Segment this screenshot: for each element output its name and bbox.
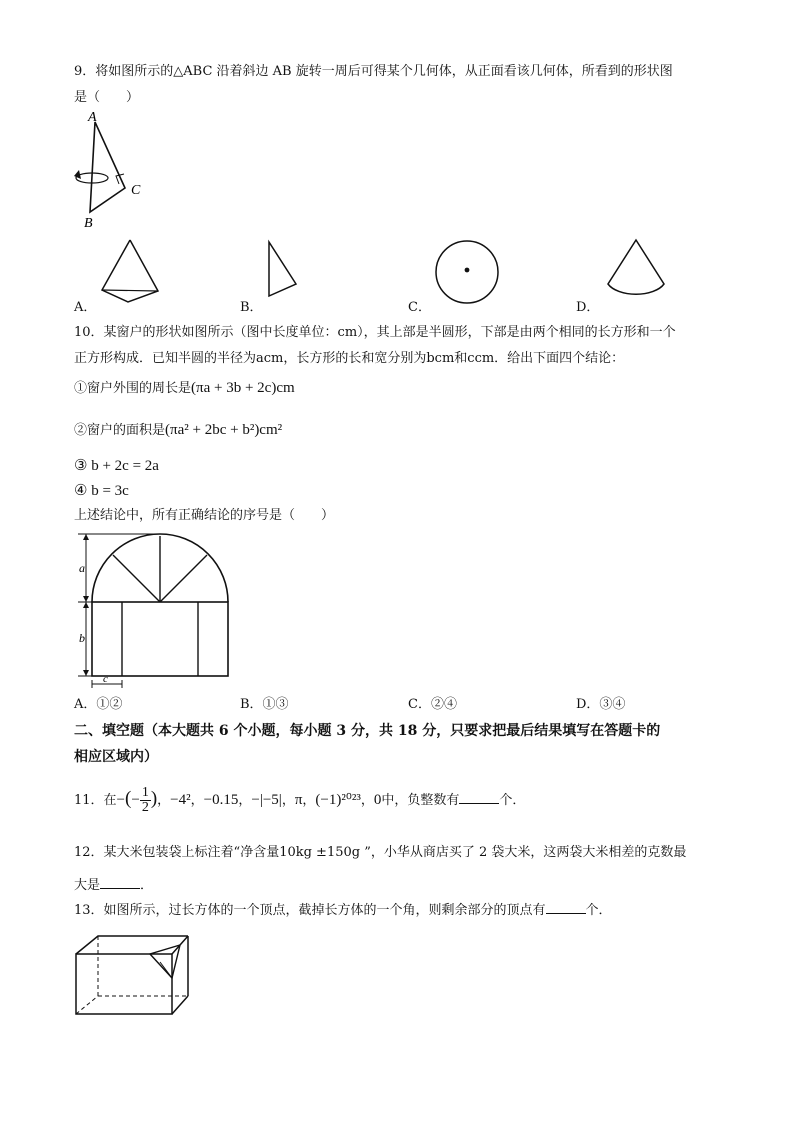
q10-label-c: c (103, 673, 108, 685)
q9-label-b: B (84, 216, 93, 231)
q10-c1-prefix: ①窗户外围的周长是 (74, 381, 192, 396)
q13-cuboid-figure (74, 934, 194, 1018)
q9-line1: 9．将如图所示的△ABC 沿着斜边 AB 旋转一周后可得某个几何体，从正面看该几何体，所看到的形状图 (74, 64, 673, 79)
q11-frac-num: 1 (141, 785, 149, 800)
q11-item-3: −|−5| (251, 792, 282, 808)
q11-item-6: 0 (373, 792, 382, 808)
q10-option-a[interactable]: A．①② (74, 697, 123, 712)
q10-label-a: a (79, 561, 85, 575)
q10-conclusion-3: ③ b + 2c = 2a (74, 458, 159, 474)
q13-line (74, 901, 612, 921)
q10-option-b[interactable]: B．①③ (240, 697, 289, 712)
section2-title-line2: 相应区域内） (74, 749, 158, 765)
q9-line2: 是（ ） (74, 90, 140, 105)
q11-item-2: −0.15 (203, 792, 239, 808)
q12-line2 (74, 876, 153, 896)
q10-c1-expr: (πa + 3b + 2c)cm (191, 380, 295, 396)
q11-frac-den: 2 (141, 800, 149, 815)
q12-line1: 12．某大米包装袋上标注着“净含量10kg ±150g ”，小华从商店买了 2 袋大米，这两袋大米相差的克数最 (74, 845, 687, 860)
q9-option-d[interactable]: D． (576, 300, 600, 315)
q12-line2-suffix: ． (140, 878, 154, 893)
q10-ask: 上述结论中，所有正确结论的序号是（ ） (74, 508, 335, 523)
q13-text: 13．如图所示，过长方体的一个顶点，截掉长方体的一个角，则剩余部分的顶点有 (74, 903, 546, 918)
q11-fraction (140, 786, 151, 815)
q11-suffix: 中，负整数有 (381, 793, 460, 808)
q11-unit: 个． (499, 793, 526, 808)
q11-answer-blank[interactable] (459, 791, 499, 804)
q9-option-d-figure (600, 238, 670, 304)
q10-c2-expr: (πa² + 2bc + b²)cm² (165, 422, 283, 438)
q10-conclusion-2 (74, 420, 282, 441)
q10-c2-prefix: ②窗户的面积是 (74, 423, 166, 438)
q12-line2-prefix: 大是 (74, 878, 101, 893)
q9-triangle-figure (70, 112, 150, 232)
q10-line1: 10．某窗户的形状如图所示（图中长度单位：cm），其上部是半圆形，下部是由两个相同的长方形和一个 (74, 325, 676, 340)
q10-option-d[interactable]: D．③④ (576, 697, 626, 712)
q10-conclusion-4: ④ b = 3c (74, 483, 129, 499)
q9-option-b-figure (264, 240, 304, 300)
q10-conclusion-1 (74, 378, 295, 399)
q9-option-c-figure (433, 238, 501, 306)
q13-unit: 个． (585, 903, 612, 918)
q9-option-a[interactable]: A． (74, 300, 97, 315)
q11-line: 11．在−(− $\frac{1}{2}$ )，−4²，−0.15，−|−5|，π，(−1)²⁰²³，0中，负整数有 个． (74, 785, 526, 815)
q10-label-b: b (79, 631, 85, 645)
q9-label-a: A (88, 110, 97, 125)
q10-option-c[interactable]: C．②④ (408, 697, 457, 712)
q9-option-b[interactable]: B． (240, 300, 263, 315)
q10-window-figure (72, 530, 242, 690)
q10-line2: 正方形构成．已知半圆的半径为acm，长方形的长和宽分别为bcm和ccm．给出下面四个结论： (74, 351, 625, 366)
q11-item-1: −4² (170, 792, 191, 808)
section2-title-line1: 二、填空题（本大题共 6 个小题，每小题 3 分，共 18 分，只要求把最后结果填写在答题卡的 (74, 723, 661, 739)
q11-item-4: π (294, 792, 303, 808)
q11-item-5: (−1)²⁰²³ (315, 792, 361, 808)
q9-option-a-figure (98, 236, 162, 306)
q13-answer-blank[interactable] (546, 901, 586, 914)
q9-option-c[interactable]: C． (408, 300, 431, 315)
q11-prefix: 11．在 (74, 793, 117, 808)
q9-label-c: C (131, 183, 141, 198)
q12-answer-blank[interactable] (100, 876, 140, 889)
